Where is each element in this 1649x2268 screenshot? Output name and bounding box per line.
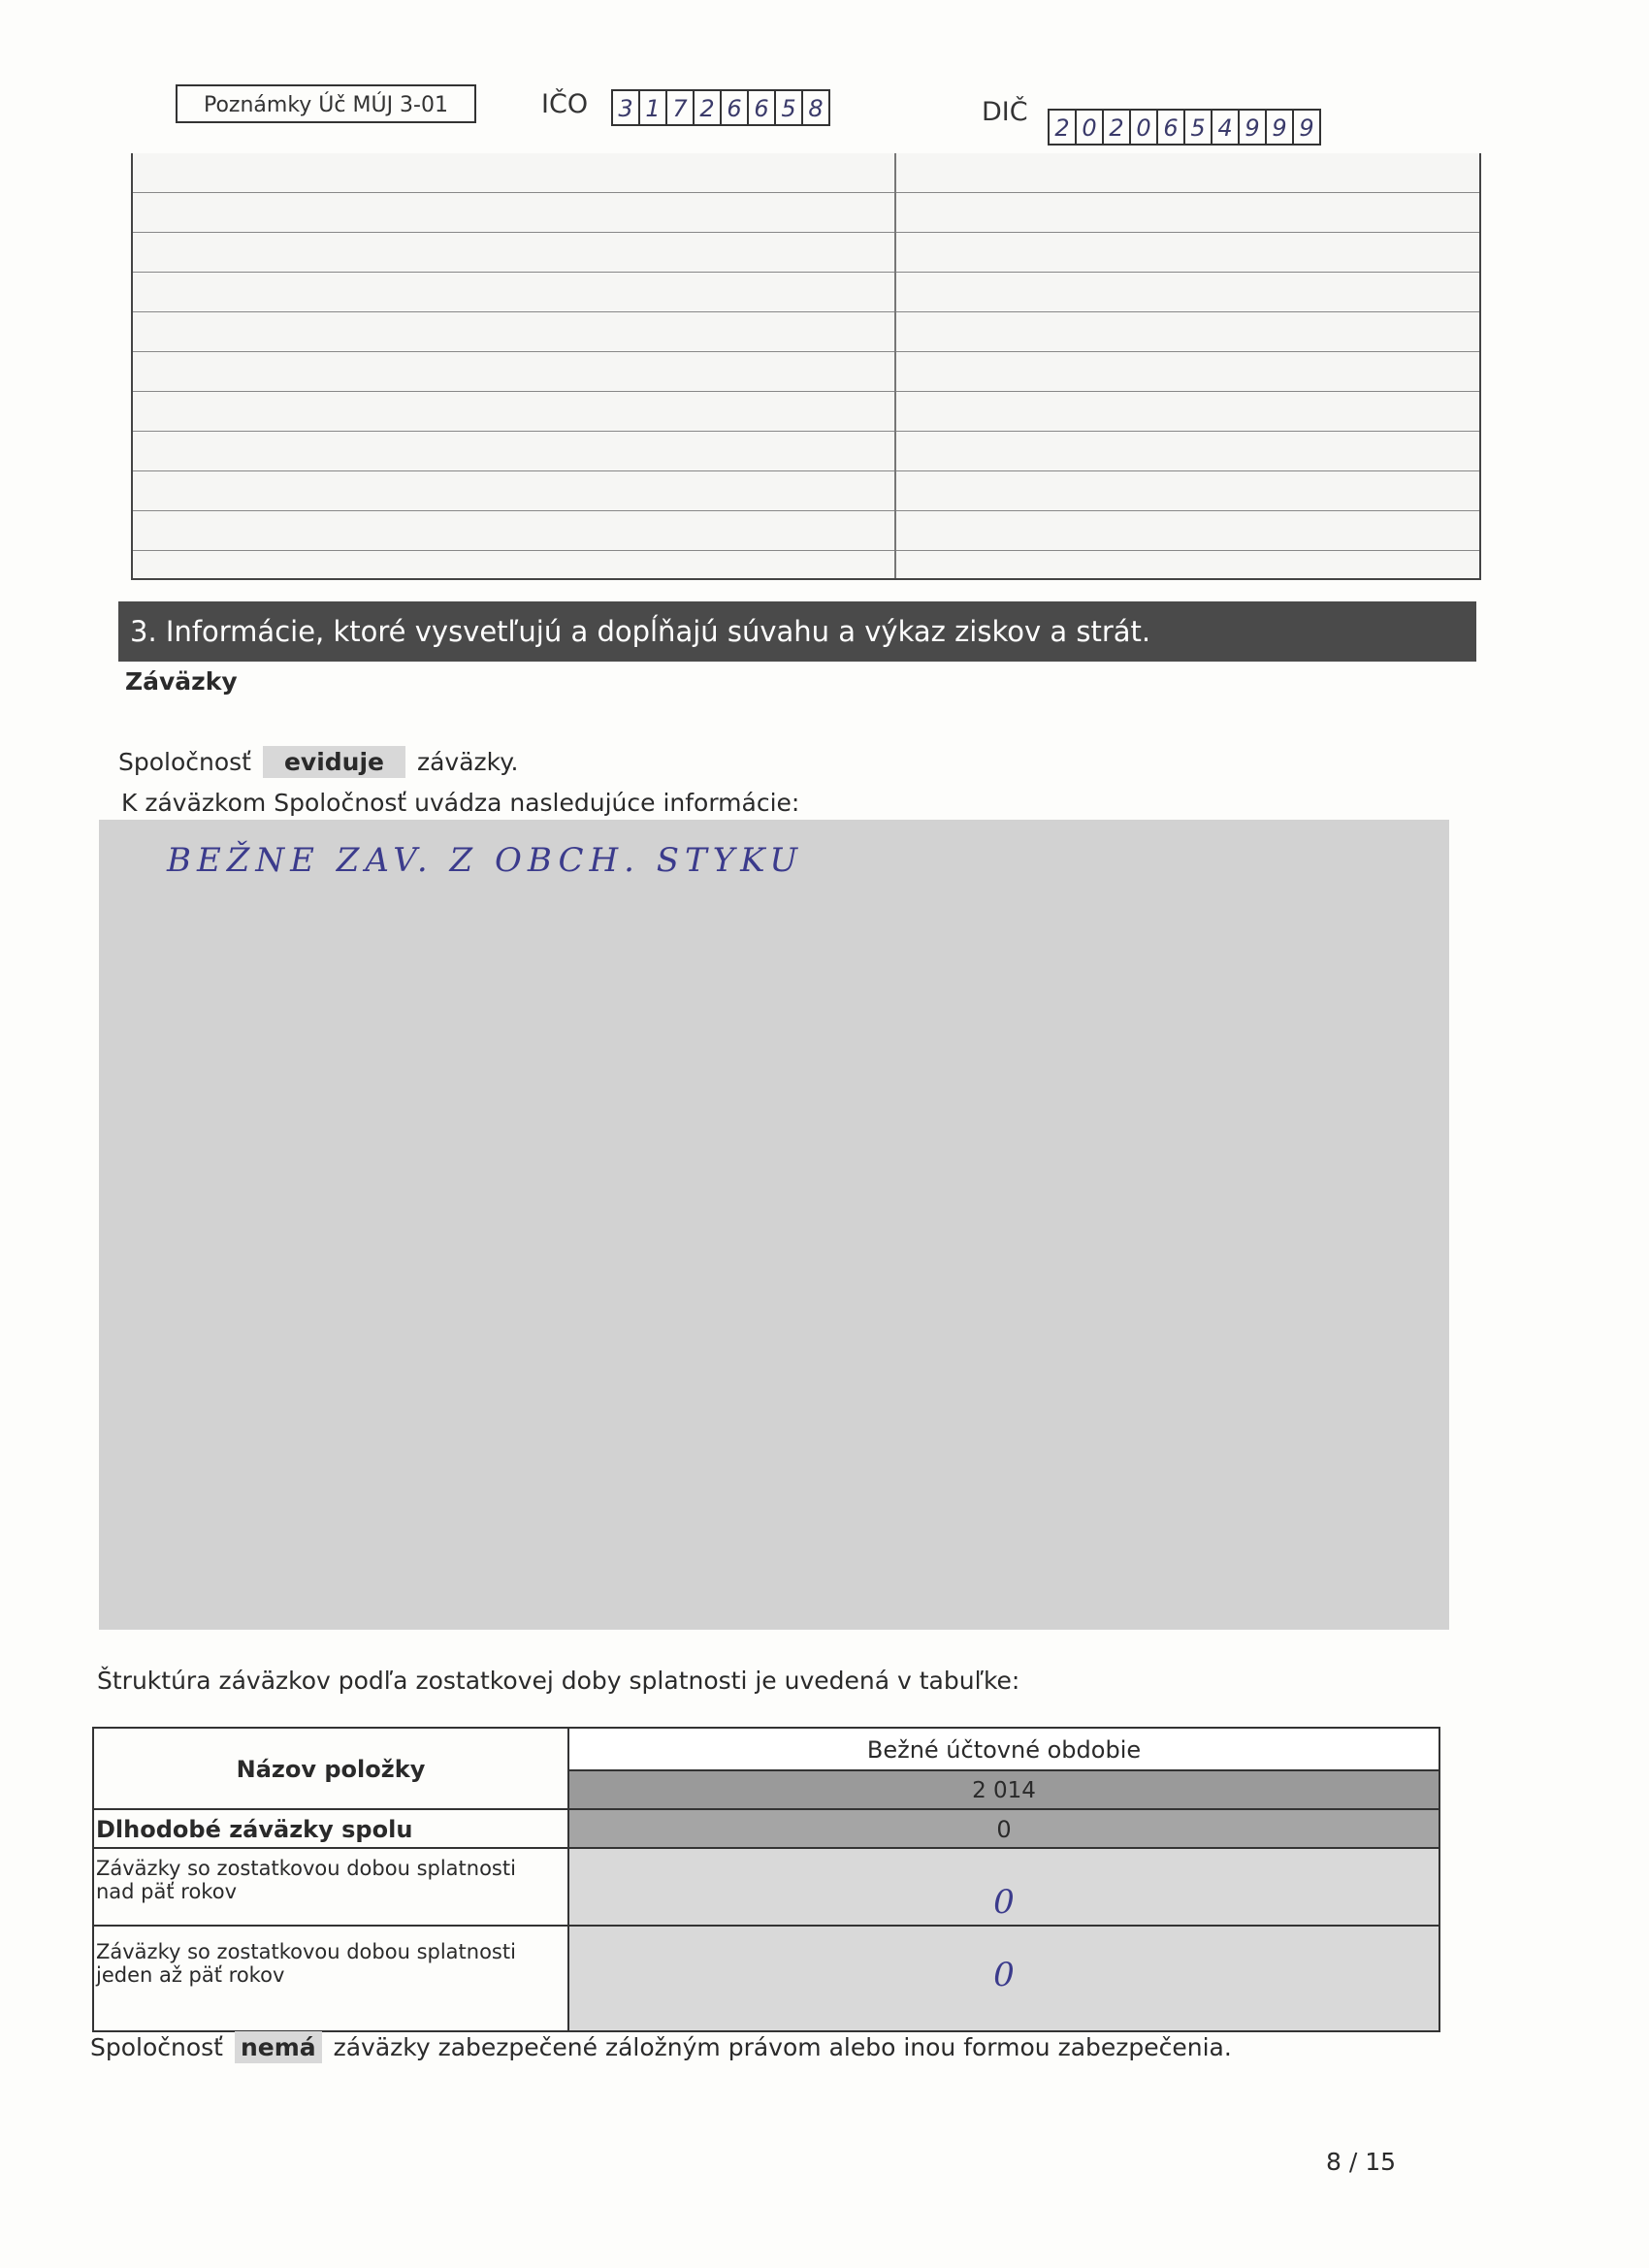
- eviduje-field[interactable]: eviduje: [263, 746, 405, 778]
- dic-digit: 9: [1292, 109, 1321, 146]
- dic-digit: 6: [1156, 109, 1185, 146]
- sentence-eviduje: [118, 746, 518, 778]
- col1-header: Názov položky: [94, 1729, 567, 1810]
- info-text-area[interactable]: [99, 820, 1449, 1630]
- ico-digit: 1: [638, 89, 667, 126]
- dic-digit: 9: [1238, 109, 1267, 146]
- subsection-heading: Záväzky: [125, 667, 238, 696]
- value-cell: 0: [569, 1810, 1439, 1849]
- handwritten-info: BEŽNE ZAV. Z OBCH. STYKU: [167, 841, 803, 880]
- form-id-box: Poznámky Úč MÚJ 3-01: [176, 84, 476, 123]
- row-label-line: nad päť rokov: [96, 1880, 238, 1903]
- value-cell[interactable]: 0: [993, 1956, 1015, 1994]
- ico-digit: 2: [693, 89, 722, 126]
- dic-digit: 4: [1211, 109, 1240, 146]
- dic-digits: [1048, 109, 1319, 146]
- row-label-line: jeden až päť rokov: [96, 1963, 285, 1987]
- dic-digit: 0: [1075, 109, 1104, 146]
- continuation-grid: [131, 153, 1481, 580]
- ico-digit: 7: [665, 89, 695, 126]
- value-cell[interactable]: 0: [569, 1849, 1439, 1927]
- sentence-text: záväzky zabezpečené záložným právom alebo inou formou zabezpečenia.: [333, 2033, 1232, 2061]
- row-label-line: Záväzky so zostatkovou dobou splatnosti: [96, 1857, 516, 1880]
- sentence-info-intro: K záväzkom Spoločnosť uvádza nasledujúce informácie:: [121, 789, 800, 817]
- liabilities-table: [92, 1727, 1440, 2032]
- label-column: [94, 1729, 569, 2030]
- row-label-line: Záväzky so zostatkovou dobou splatnosti: [96, 1940, 516, 1963]
- sentence-text: Spoločnosť: [90, 2033, 223, 2061]
- nema-field[interactable]: nemá: [235, 2031, 322, 2063]
- sentence-zabezpecenie: [90, 2031, 1232, 2063]
- row-label: Dlhodobé záväzky spolu: [94, 1810, 567, 1849]
- value-column: [569, 1729, 1439, 2030]
- section-heading: 3. Informácie, ktoré vysvetľujú a dopĺňajú súvahu a výkaz ziskov a strát.: [118, 601, 1476, 662]
- dic-digit: 0: [1129, 109, 1158, 146]
- sentence-table-intro: Štruktúra záväzkov podľa zostatkovej doby splatnosti je uvedená v tabuľke:: [97, 1667, 1020, 1695]
- ico-digit: 6: [720, 89, 749, 126]
- ico-digit: 3: [611, 89, 640, 126]
- dic-digit: 2: [1102, 109, 1131, 146]
- row-label: [94, 1849, 567, 1927]
- row-label: [94, 1927, 567, 2032]
- sentence-text: záväzky.: [416, 748, 519, 776]
- ico-digits: [611, 89, 828, 126]
- col2-header: Bežné účtovné obdobie: [569, 1729, 1439, 1771]
- ico-label: IČO: [541, 89, 589, 119]
- dic-digit: 5: [1183, 109, 1212, 146]
- ico-digit: 8: [801, 89, 830, 126]
- ico-digit: 6: [747, 89, 776, 126]
- sentence-text: Spoločnosť: [118, 748, 251, 776]
- dic-label: DIČ: [982, 97, 1028, 127]
- ico-digit: 5: [774, 89, 803, 126]
- dic-digit: 9: [1265, 109, 1294, 146]
- year-cell: 2 014: [569, 1771, 1439, 1810]
- page-number: 8 / 15: [1326, 2148, 1397, 2176]
- dic-digit: 2: [1048, 109, 1077, 146]
